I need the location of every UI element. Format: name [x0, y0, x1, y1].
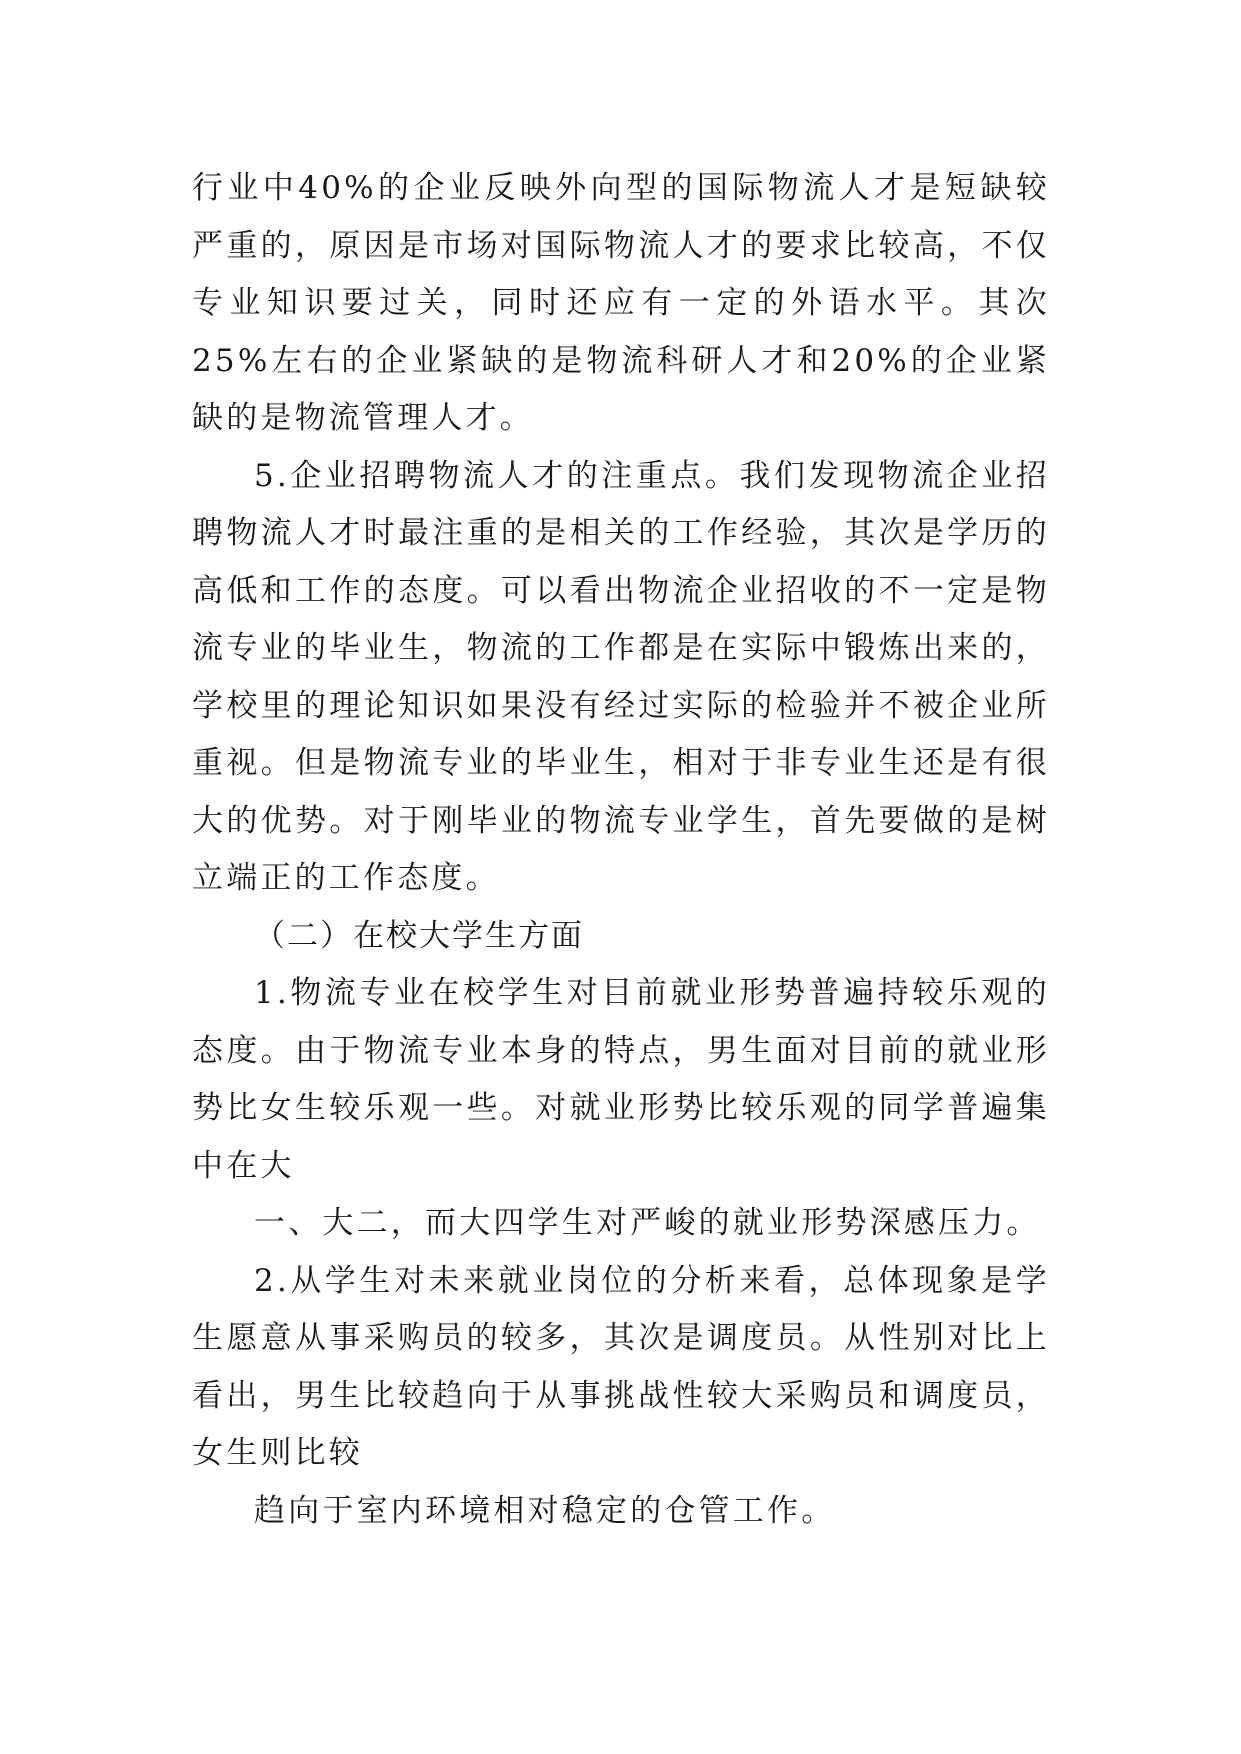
- paragraph-employment-outlook: 1.物流专业在校学生对目前就业形势普遍持较乐观的态度。由于物流专业本身的特点，男生面对目前的就业形势比女生较乐观一些。对就业形势比较乐观的同学普遍集中在大: [192, 975, 1050, 1184]
- document-body: [192, 160, 1050, 1540]
- paragraph-talent-shortage: 行业中40%的企业反映外向型的国际物流人才是短缺较严重的，原因是市场对国际物流人才的要求比较高，不仅专业知识要过关，同时还应有一定的外语水平。其次25%左右的企业紧缺的是物流科研人才和20%的企业紧缺的是物流管理人才。: [192, 170, 1050, 436]
- paragraph-employment-outlook-continued: 一、大二，而大四学生对严峻的就业形势深感压力。: [254, 1205, 1041, 1241]
- paragraph-recruitment-focus: 5.企业招聘物流人才的注重点。我们发现物流企业招聘物流人才时最注重的是相关的工作经验，其次是学历的高低和工作的态度。可以看出物流企业招收的不一定是物流专业的毕业生，物流的工作都是在实际中锻炼出来的，学校里的理论知识如果没有经过实际的检验并不被企业所重视。但是物流专业的毕业生，相对于非专业生还是有很大的优势。对于刚毕业的物流专业学生，首先要做的是树立端正的工作态度。: [192, 457, 1050, 896]
- section-heading-students: （二）在校大学生方面: [254, 917, 584, 954]
- paragraph-job-preference-continued: 趋向于室内环境相对稳定的仓管工作。: [254, 1492, 836, 1529]
- paragraph-job-preference: 2.从学生对未来就业岗位的分析来看，总体现象是学生愿意从事采购员的较多，其次是调度员。从性别对比上看出，男生比较趋向于从事挑战性较大采购员和调度员，女生则比较: [192, 1262, 1050, 1471]
